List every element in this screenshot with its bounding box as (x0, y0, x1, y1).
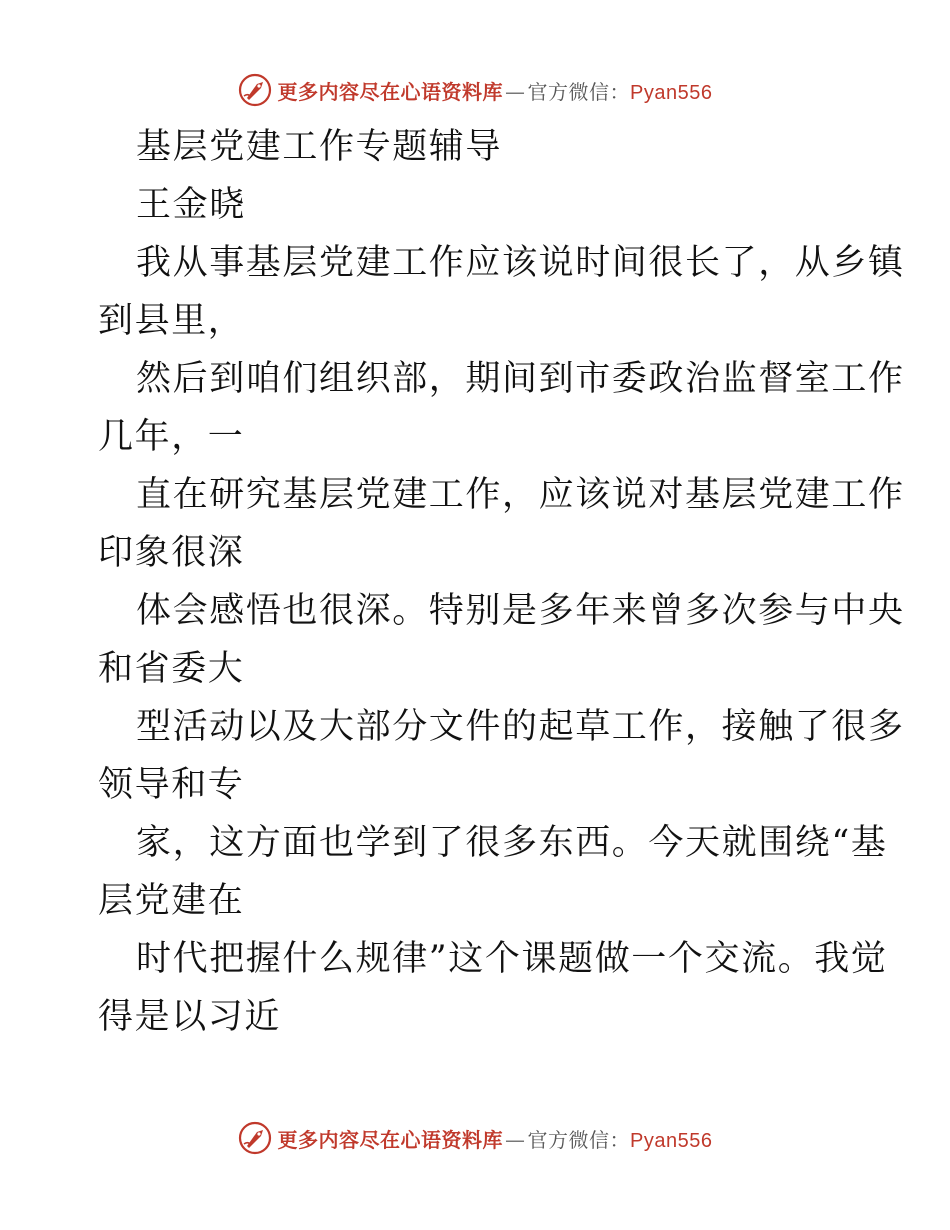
text-line: 领导和专 (98, 765, 245, 805)
banner-text (278, 76, 713, 105)
text-line: 到县里， (98, 301, 245, 341)
text-line: 时代把握什么规律”这个课题做一个交流。我觉 (136, 939, 888, 979)
banner-brand: 更多内容尽在心语资料库 (277, 79, 504, 104)
document-title: 基层党建工作专题辅导 (136, 127, 503, 167)
banner-wechat-id: Pyan556 (630, 81, 713, 104)
text-line: 和省委大 (98, 649, 245, 689)
text-line: 直在研究基层党建工作，应该说对基层党建工作 (136, 475, 905, 515)
pen-nib-logo-icon (238, 1121, 272, 1155)
pen-nib-logo-icon (238, 73, 272, 107)
banner-wechat-label: 官方微信： (527, 1127, 631, 1152)
banner-separator: — (505, 79, 526, 104)
banner-separator: — (505, 1127, 526, 1152)
banner-wechat-id: Pyan556 (630, 1129, 713, 1152)
banner-wechat-label: 官方微信： (527, 79, 631, 104)
text-line: 得是以习近 (98, 997, 282, 1037)
text-line: 我从事基层党建工作应该说时间很长了，从乡镇 (136, 243, 905, 283)
banner-text (278, 1124, 713, 1153)
document-author: 王金晓 (136, 185, 246, 225)
document-body (98, 118, 905, 1046)
text-line: 几年，一 (98, 417, 245, 457)
footer-banner (0, 1118, 950, 1158)
text-line: 然后到咱们组织部，期间到市委政治监督室工作 (136, 359, 905, 399)
text-line: 型活动以及大部分文件的起草工作，接触了很多 (136, 707, 905, 747)
text-line: 体会感悟也很深。特别是多年来曾多次参与中央 (136, 591, 905, 631)
banner-brand: 更多内容尽在心语资料库 (277, 1127, 504, 1152)
text-line: 印象很深 (98, 533, 245, 573)
text-line: 层党建在 (98, 881, 245, 921)
text-line: 家，这方面也学到了很多东西。今天就围绕“基 (136, 823, 888, 863)
header-banner (0, 70, 950, 110)
